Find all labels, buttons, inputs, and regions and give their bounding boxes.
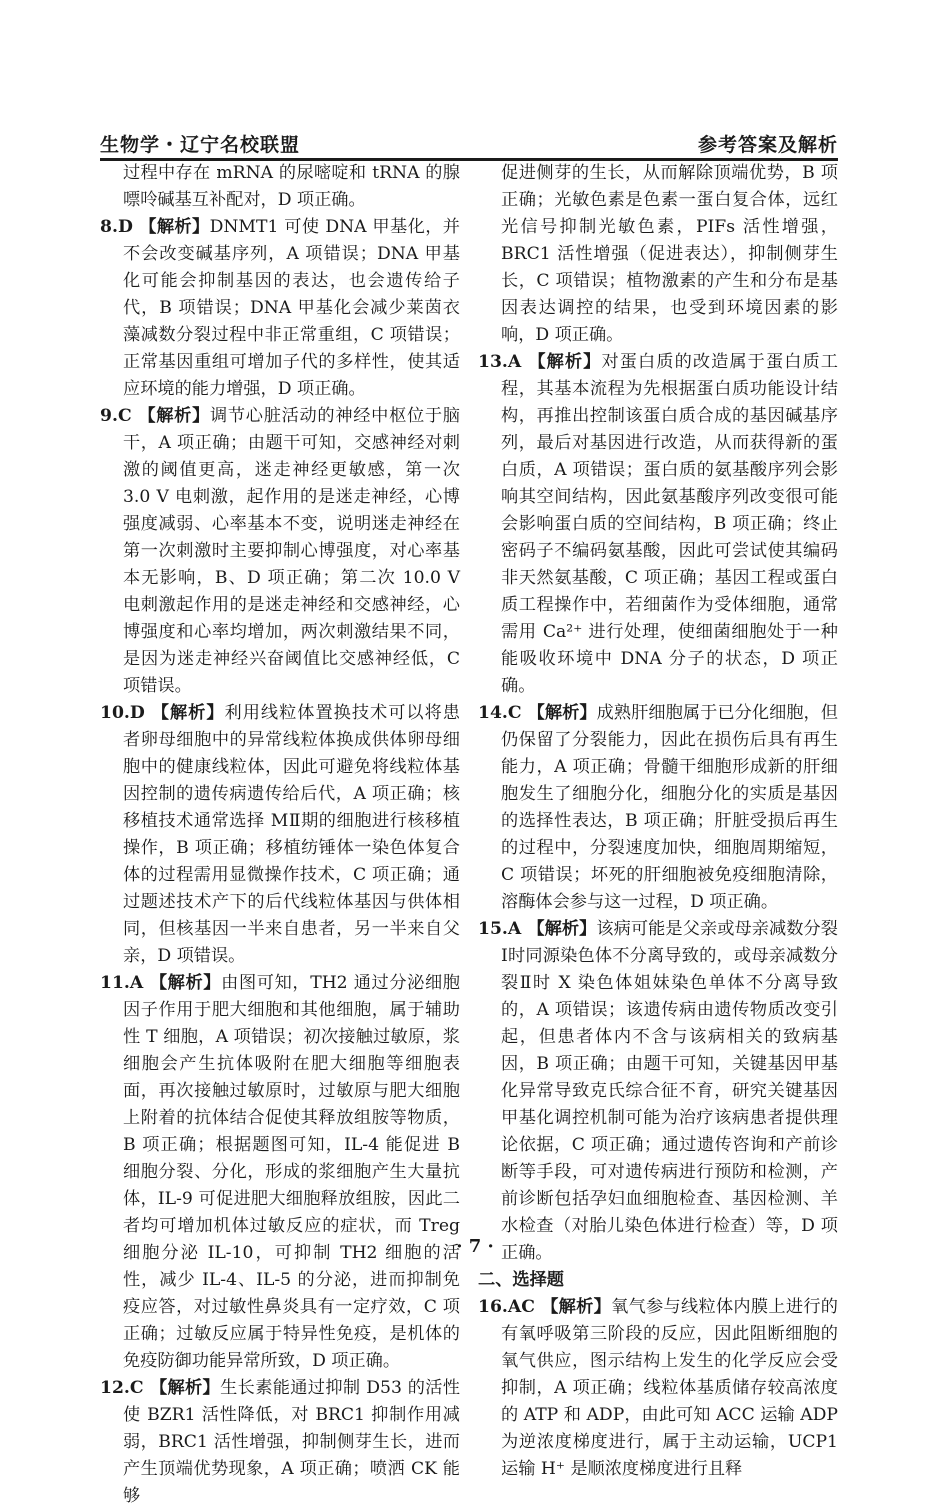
analysis-tag: 【解析】: [139, 217, 210, 237]
section-heading: 二、选择题: [478, 1270, 564, 1290]
answer-item: [100, 403, 460, 700]
header-left-title: 生物学・辽宁名校联盟: [100, 134, 301, 156]
answer-item: [478, 916, 838, 1267]
answer-item: [100, 700, 460, 970]
right-column: [478, 160, 838, 1483]
analysis-text: 调节心脏活动的神经中枢位于脑干，A 项正确；由题干可知，交感神经对刺激的阈值更高，迷走神经更敏感，第一次 3.0 V 电刺激，起作用的是迷走神经，心博强度减弱、心率基本不变，说明迷走神经在第一次刺激时主要抑制心博强度，对心率基本无影响，B、D 项正确；第二次 10.0 V 电刺激起作用的是迷走神经和交感神经，心博强度和心率均增加，两次刺激结果不同，是因为迷走神经兴奋阈值比交感神经低，C 项错误。: [123, 406, 460, 696]
item-answer: D: [129, 703, 152, 723]
item-answer: A: [507, 919, 528, 939]
item-number: 8.: [100, 217, 118, 237]
item-number: 14.: [478, 703, 508, 723]
analysis-text: 生长素能通过抑制 D53 的活性使 BZR1 活性降低，对 BRC1 抑制作用减弱，BRC1 活性增强，抑制侧芽生长，进而产生顶端优势现象，A 项正确；喷洒 CK 能够: [123, 1378, 460, 1506]
item-number: 12.: [100, 1378, 130, 1398]
answer-item: [478, 1294, 838, 1483]
item-answer: AC: [507, 1297, 542, 1317]
item-number: 10.: [100, 703, 130, 723]
item-number: 15.: [478, 919, 508, 939]
continued-paragraph: 过程中存在 mRNA 的尿嘧啶和 tRNA 的腺嘌呤碱基互补配对，D 项正确。: [123, 163, 460, 210]
page-number: · 7 ·: [456, 1236, 494, 1257]
item-answer: C: [507, 703, 528, 723]
answer-item: [100, 214, 460, 403]
analysis-text: 该病可能是父亲或母亲减数分裂Ⅰ时同源染色体不分离导致的，或母亲减数分裂Ⅱ时 X 染色体姐妹染色单体不分离导致的，A 项错误；该遗传病由遗传物质改变引起，但患者体内不含与该病相关的致病基因，B 项正确；由题干可知，关键基因甲基化异常导致克氏综合征不育，研究关键基因甲基化调控机制可能为治疗该病患者提供理论依据，C 项正确；通过遗传咨询和产前诊断等手段，可对遗传病进行预防和检测，产前诊断包括孕妇血细胞检查、基因检测、羊水检查（对胎儿染色体进行检查）等，D 项正确。: [501, 919, 838, 1263]
item-answer: A: [507, 352, 529, 372]
analysis-text: 由图可知，TH2 通过分泌细胞因子作用于肥大细胞和其他细胞，属于辅助性 T 细胞，A 项错误；初次接触过敏原，浆细胞会产生抗体吸附在肥大细胞等细胞表面，再次接触过敏原时，过敏原与肥大细胞上附着的抗体结合促使其释放组胺等物质，B 项正确；根据题图可知，IL-4 能促进 B 细胞分裂、分化，形成的浆细胞产生大量抗体，IL-9 可促进肥大细胞释放组胺，因此二者均可增加机体过敏反应的症状，而 Treg 细胞分泌 IL-10，可抑制 TH2 细胞的活性，减少 IL-4、IL-5 的分泌，进而抑制免疫应答，对过敏性鼻炎具有一定疗效，C 项正确；过敏反应属于特异性免疫，是机体的免疫防御功能异常所致，D 项正确。: [123, 973, 460, 1371]
analysis-text: 成熟肝细胞属于已分化细胞，但仍保留了分裂能力，因此在损伤后具有再生能力，A 项正确；骨髓干细胞形成新的肝细胞发生了细胞分化，细胞分化的实质是基因的选择性表达，B 项正确；肝脏受损后再生的过程中，分裂速度加快，细胞周期缩短，C 项错误；坏死的肝细胞被免疫细胞清除，溶酶体会参与这一过程，D 项正确。: [501, 703, 838, 912]
analysis-tag: 【解析】: [528, 352, 602, 372]
analysis-text: 利用线粒体置换技术可以将患者卵母细胞中的异常线粒体换成供体卵母细胞中的健康线粒体，因此可避免将线粒体基因控制的遗传病遗传给后代，A 项正确；核移植技术通常选择 MⅡ期的细胞进行核移植操作，B 项正确；移植纺锤体一染色体复合体的过程需用显微操作技术，C 项正确；通过题述技术产下的后代线粒体基因与供体相同，但核基因一半来自患者，另一半来自父亲，D 项错误。: [123, 703, 460, 966]
answer-item: [478, 700, 838, 916]
analysis-text: DNMT1 可使 DNA 甲基化，并不会改变碱基序列，A 项错误；DNA 甲基化可能会抑制基因的表达，也会遗传给子代，B 项错误；DNA 甲基化会减少莱茵衣藻减数分裂过程中非正常重组，C 项错误；正常基因重组可增加子代的多样性，使其适应环境的能力增强，D 项正确。: [123, 217, 460, 399]
analysis-text: 氧气参与线粒体内膜上进行的有氧呼吸第三阶段的反应，因此阻断细胞的氧气供应，图示结构上发生的化学反应会受抑制，A 项正确；线粒体基质储存较高浓度的 ATP 和 ADP，由此可知 ACC 运输 ADP 为逆浓度梯度进行，属于主动运输，UCP1 运输 H⁺ 是顺浓度梯度进行且释: [501, 1297, 838, 1479]
item-answer: D: [117, 217, 140, 237]
analysis-text: 对蛋白质的改造属于蛋白质工程，其基本流程为先根据蛋白质功能设计结构，再推出控制该蛋白质合成的基因碱基序列，最后对基因进行改造，从而获得新的蛋白质，A 项错误；蛋白质的氨基酸序列会影响其空间结构，因此氨基酸序列改变很可能会影响蛋白质的空间结构，B 项正确；终止密码子不编码氨基酸，因此可尝试使其编码非天然氨基酸，C 项正确；基因工程或蛋白质工程操作中，若细菌作为受体细胞，通常需用 Ca²⁺ 进行处理，使细菌细胞处于一种能吸收环境中 DNA 分子的状态，D 项正确。: [501, 352, 838, 696]
analysis-tag: 【解析】: [151, 703, 225, 723]
analysis-tag: 【解析】: [527, 703, 597, 723]
item-number: 13.: [478, 352, 508, 372]
answer-item: [100, 970, 460, 1375]
analysis-tag: 【解析】: [541, 1297, 612, 1317]
item-answer: C: [129, 1378, 150, 1398]
item-number: 11.: [100, 973, 130, 993]
continued-paragraph: 促进侧芽的生长，从而解除顶端优势，B 项正确；光敏色素是色素一蛋白复合体，远红光信号抑制光敏色素，PIFs 活性增强，BRC1 活性增强（促进表达），抑制侧芽生长，C 项错误；植物激素的产生和分布是基因表达调控的结果，也受到环境因素的影响，D 项正确。: [501, 163, 838, 345]
analysis-tag: 【解析】: [527, 919, 597, 939]
answer-item: [100, 1375, 460, 1510]
item-number: 9.: [100, 406, 118, 426]
analysis-tag: 【解析】: [149, 1378, 221, 1398]
left-column: [100, 160, 460, 1510]
page-header: [100, 128, 838, 161]
answer-item: [478, 349, 838, 700]
analysis-tag: 【解析】: [138, 406, 210, 426]
header-right-title: 参考答案及解析: [697, 134, 838, 156]
item-answer: A: [129, 973, 150, 993]
item-number: 16.: [478, 1297, 508, 1317]
analysis-tag: 【解析】: [149, 973, 222, 993]
item-answer: C: [117, 406, 139, 426]
